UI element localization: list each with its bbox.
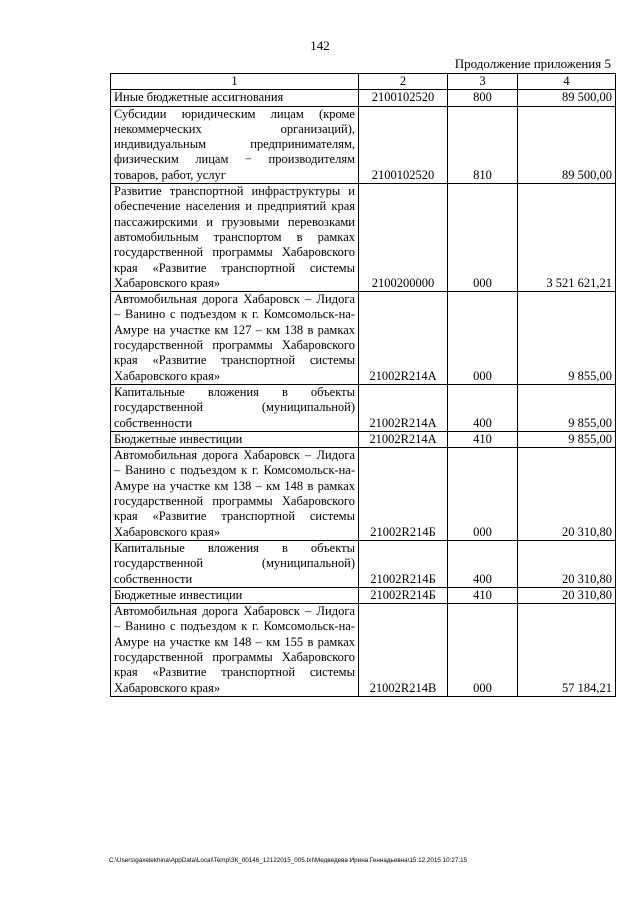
table-header-row [111,74,616,90]
row-code: 21002R214Б [359,540,448,587]
row-type: 000 [448,604,518,697]
column-header-1: 1 [111,74,359,90]
table-row [111,540,616,587]
table-row [111,448,616,541]
row-name: Бюджетные инвестиции [111,431,359,447]
row-amount: 20 310,80 [518,587,616,603]
row-name: Капитальные вложения в объекты государственной (муниципальной) собственности [111,540,359,587]
row-amount: 20 310,80 [518,448,616,541]
row-amount: 89 500,00 [518,90,616,106]
row-code: 2100102520 [359,106,448,183]
table-row [111,106,616,183]
row-code: 2100200000 [359,184,448,292]
row-type: 000 [448,448,518,541]
row-code: 21002R214Б [359,587,448,603]
row-name: Автомобильная дорога Хабаровск – Лидога – Ванино с подъездом к г. Комсомольск-на-Амуре на участке км 127 – км 138 в рамках государственной программы Хабаровского края «Развитие транспортной системы Хабаровского края» [111,292,359,385]
row-type: 800 [448,90,518,106]
row-type: 410 [448,431,518,447]
row-type: 400 [448,540,518,587]
row-code: 21002R214А [359,384,448,431]
row-code: 21002R214Б [359,448,448,541]
row-name: Автомобильная дорога Хабаровск – Лидога – Ванино с подъездом к г. Комсомольск-на-Амуре на участке км 148 – км 155 в рамках государственной программы Хабаровского края «Развитие транспортной системы Хабаровского края» [111,604,359,697]
table-row [111,587,616,603]
row-amount: 3 521 621,21 [518,184,616,292]
row-name: Бюджетные инвестиции [111,587,359,603]
row-type: 000 [448,292,518,385]
row-code: 21002R214В [359,604,448,697]
row-name: Субсидии юридическим лицам (кроме некоммерческих организаций), индивидуальным предпринимателям, физическим лицам − производителям товаров, работ, услуг [111,106,359,183]
row-code: 21002R214А [359,431,448,447]
row-type: 410 [448,587,518,603]
table-row [111,292,616,385]
column-header-2: 2 [359,74,448,90]
row-amount: 20 310,80 [518,540,616,587]
row-code: 21002R214А [359,292,448,385]
row-name: Развитие транспортной инфраструктуры и обеспечение населения и предприятий края пассажирскими и грузовыми перевозками автомобильным транспортом в рамках государственной программы Хабаровского края «Развитие транспортной системы Хабаровского края» [111,184,359,292]
row-amount: 9 855,00 [518,384,616,431]
table-row [111,604,616,697]
column-header-3: 3 [448,74,518,90]
row-amount: 89 500,00 [518,106,616,183]
continuation-note: Продолжение приложения 5 [454,56,611,71]
row-type: 000 [448,184,518,292]
row-amount: 57 184,21 [518,604,616,697]
row-amount: 9 855,00 [518,292,616,385]
table-row [111,384,616,431]
row-name: Иные бюджетные ассигнования [111,90,359,106]
row-amount: 9 855,00 [518,431,616,447]
page-number: 142 [310,38,330,53]
table-row [111,184,616,292]
row-type: 400 [448,384,518,431]
row-name: Капитальные вложения в объекты государственной (муниципальной) собственности [111,384,359,431]
file-path-footer: C:\Users\gaxelekhina\AppData\Local\Temp\ЗК_00146_12122015_005.txt\Медведева Ирина Геннадьевна\15.12.2015 10:27:15 [109,857,468,864]
row-type: 810 [448,106,518,183]
column-header-4: 4 [518,74,616,90]
row-name: Автомобильная дорога Хабаровск – Лидога – Ванино с подъездом к г. Комсомольск-на-Амуре на участке км 138 – км 148 в рамках государственной программы Хабаровского края «Развитие транспортной системы Хабаровского края» [111,448,359,541]
budget-table [110,73,616,697]
row-code: 2100102520 [359,90,448,106]
table-row [111,90,616,106]
table-row [111,431,616,447]
